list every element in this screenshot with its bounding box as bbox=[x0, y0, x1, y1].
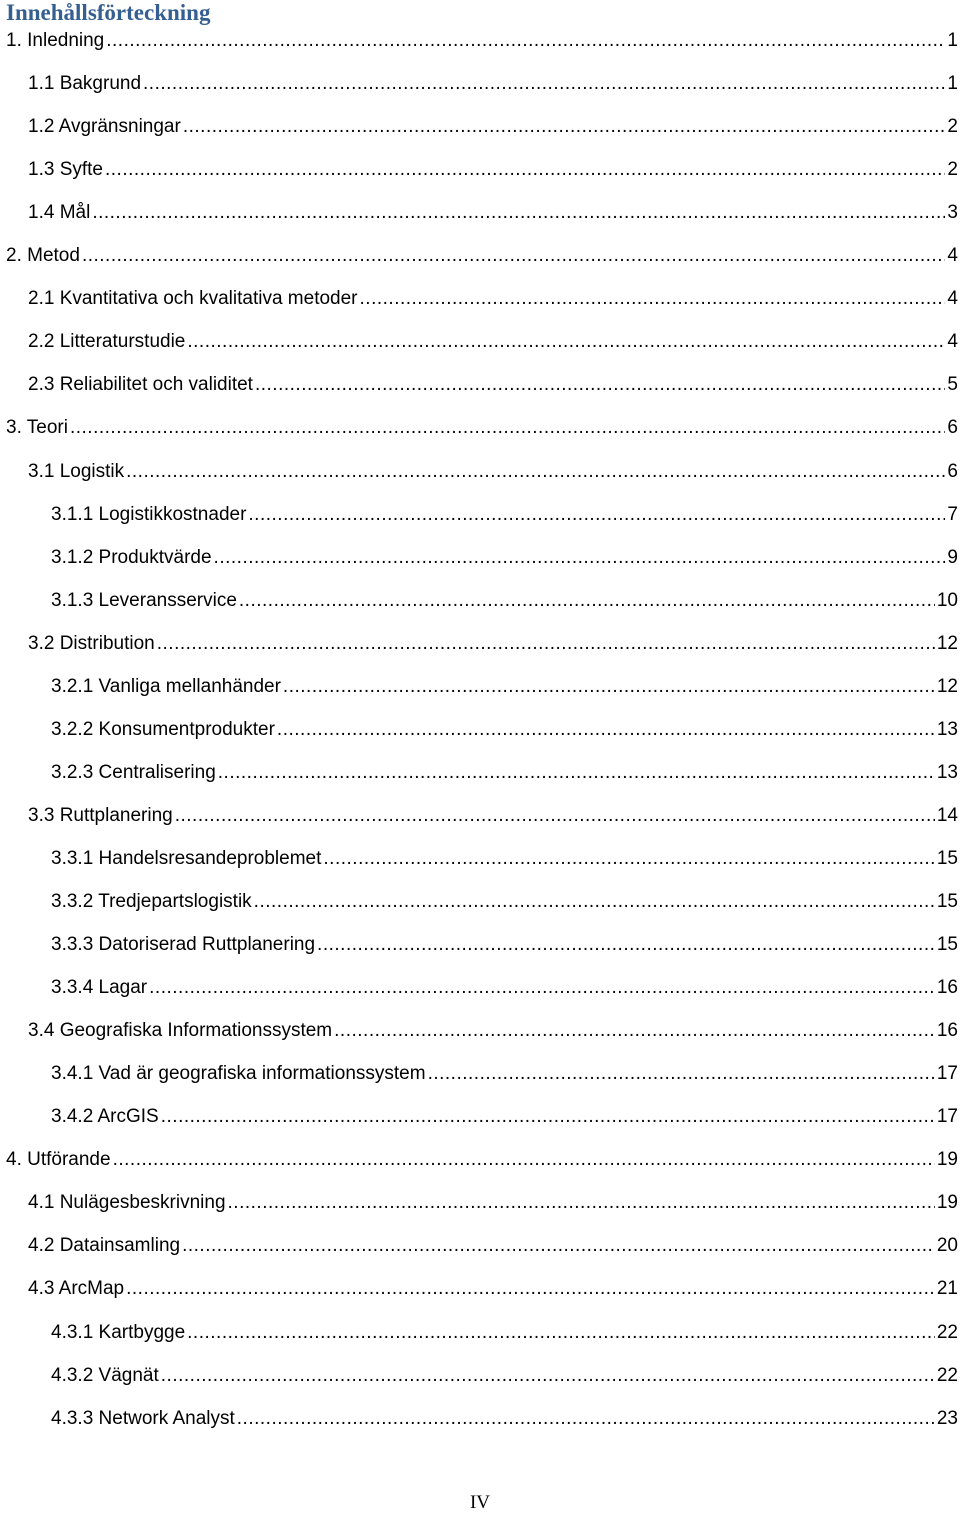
toc-entry-page: 4 bbox=[947, 245, 958, 267]
toc-entry[interactable] bbox=[51, 884, 958, 914]
toc-leader-dots bbox=[149, 976, 935, 1000]
toc-leader-dots bbox=[248, 503, 945, 527]
toc-entry-title: 3.3.1 Handelsresandeproblemet bbox=[51, 847, 322, 869]
toc-entry-page: 13 bbox=[936, 761, 958, 783]
toc-entry-title: 1.2 Avgränsningar bbox=[28, 116, 181, 138]
toc-entry[interactable] bbox=[51, 1099, 958, 1129]
toc-entry-title: 2.2 Litteraturstudie bbox=[28, 331, 186, 353]
toc-entry-page: 5 bbox=[947, 374, 958, 396]
toc-leader-dots bbox=[428, 1062, 935, 1086]
toc-entry[interactable] bbox=[28, 1013, 958, 1043]
toc-entry[interactable] bbox=[51, 540, 958, 570]
toc-entry-title: 4.3.1 Kartbygge bbox=[51, 1321, 186, 1343]
toc-entry-title: 4.3.2 Vägnät bbox=[51, 1364, 159, 1386]
toc-leader-dots bbox=[157, 632, 935, 656]
toc-entry-page: 12 bbox=[936, 675, 958, 697]
toc-entry[interactable] bbox=[51, 970, 958, 1000]
toc-entry[interactable] bbox=[51, 1401, 958, 1431]
toc-entry-page: 19 bbox=[936, 1149, 958, 1171]
toc-entry-title: 1.4 Mål bbox=[28, 202, 91, 224]
toc-entry-page: 4 bbox=[947, 331, 958, 353]
toc-leader-dots bbox=[143, 72, 945, 96]
toc-leader-dots bbox=[323, 847, 934, 871]
toc-leader-dots bbox=[161, 1364, 935, 1388]
toc-entry[interactable] bbox=[28, 454, 958, 484]
toc-heading: Innehållsförteckning bbox=[6, 0, 211, 25]
toc-leader-dots bbox=[277, 718, 935, 742]
toc-entry[interactable] bbox=[28, 195, 958, 225]
toc-entry-page: 4 bbox=[947, 288, 958, 310]
toc-entry-page: 10 bbox=[936, 589, 958, 611]
toc-entry-title: 4.2 Datainsamling bbox=[28, 1235, 181, 1257]
toc-entry-title: 4.3.3 Network Analyst bbox=[51, 1407, 235, 1429]
toc-entry-page: 16 bbox=[936, 977, 958, 999]
toc-entry[interactable] bbox=[51, 669, 958, 699]
toc-entry-page: 15 bbox=[936, 847, 958, 869]
toc-entry[interactable] bbox=[28, 367, 958, 397]
toc-entry[interactable] bbox=[51, 755, 958, 785]
toc-leader-dots bbox=[283, 675, 935, 699]
toc-leader-dots bbox=[214, 546, 946, 570]
toc-leader-dots bbox=[187, 330, 945, 354]
toc-entry-title: 1.3 Syfte bbox=[28, 159, 103, 181]
toc-leader-dots bbox=[183, 115, 946, 139]
toc-entry[interactable] bbox=[28, 798, 958, 828]
toc-entry[interactable] bbox=[51, 583, 958, 613]
toc-entry-page: 15 bbox=[936, 934, 958, 956]
toc-entry-title: 3.2.1 Vanliga mellanhänder bbox=[51, 675, 281, 697]
toc-entry[interactable] bbox=[28, 626, 958, 656]
toc-entry-title: 2. Metod bbox=[6, 245, 80, 267]
toc-entry-title: 3.1.1 Logistikkostnader bbox=[51, 503, 247, 525]
toc-entry-title: 3.4.1 Vad är geografiska informationssystem bbox=[51, 1063, 426, 1085]
toc-leader-dots bbox=[317, 933, 935, 957]
toc-entry-title: 1.1 Bakgrund bbox=[28, 73, 142, 95]
toc-entry[interactable] bbox=[28, 109, 958, 139]
toc-entry-title: 4.3 ArcMap bbox=[28, 1278, 125, 1300]
toc-entry-title: 3.1.3 Leveransservice bbox=[51, 589, 237, 611]
toc-leader-dots bbox=[228, 1191, 935, 1215]
toc-entry-title: 3.3.4 Lagar bbox=[51, 977, 148, 999]
toc-entry-page: 2 bbox=[947, 159, 958, 181]
toc-entry-title: 3.2.3 Centralisering bbox=[51, 761, 216, 783]
toc-entry-title: 2.3 Reliabilitet och validitet bbox=[28, 374, 253, 396]
toc-entry-page: 7 bbox=[947, 503, 958, 525]
toc-entry-page: 23 bbox=[936, 1407, 958, 1429]
toc-entry-page: 15 bbox=[936, 891, 958, 912]
toc-entry-page: 17 bbox=[936, 1106, 958, 1128]
toc-entry-page: 13 bbox=[936, 718, 958, 740]
toc-entry-title: 3.2 Distribution bbox=[28, 632, 155, 654]
toc-entry-title: 3.3.3 Datoriserad Ruttplanering bbox=[51, 934, 316, 956]
toc-entry-title: 3. Teori bbox=[6, 417, 68, 439]
toc-entry-page: 16 bbox=[936, 1020, 958, 1042]
toc-leader-dots bbox=[182, 1234, 935, 1258]
toc-entry-page: 19 bbox=[936, 1192, 958, 1214]
toc-leader-dots bbox=[255, 373, 945, 397]
toc-entry-title: 2.1 Kvantitativa och kvalitativa metoder bbox=[28, 288, 358, 310]
toc-entry-title: 3.3 Ruttplanering bbox=[28, 804, 173, 826]
toc-entry-page: 1 bbox=[947, 73, 958, 95]
toc-entry[interactable] bbox=[51, 1315, 958, 1345]
toc-leader-dots bbox=[82, 244, 945, 268]
toc-entry-page: 1 bbox=[947, 30, 958, 51]
toc-leader-dots bbox=[113, 1148, 935, 1172]
toc-entry[interactable] bbox=[6, 410, 958, 440]
toc-entry-page: 12 bbox=[936, 632, 958, 654]
toc-leader-dots bbox=[254, 890, 935, 914]
toc-entry-page: 6 bbox=[947, 417, 958, 439]
toc-entry[interactable] bbox=[28, 324, 958, 354]
toc-entry-title: 3.4.2 ArcGIS bbox=[51, 1106, 159, 1128]
toc-entry[interactable] bbox=[6, 238, 958, 268]
toc-leader-dots bbox=[126, 1277, 935, 1301]
toc-entry-title: 3.1 Logistik bbox=[28, 460, 125, 482]
toc-leader-dots bbox=[70, 416, 945, 440]
toc-entry[interactable] bbox=[28, 1271, 958, 1301]
toc-entry-title: 1. Inledning bbox=[6, 30, 105, 51]
toc-leader-dots bbox=[161, 1105, 935, 1129]
toc-entry[interactable] bbox=[51, 712, 958, 742]
toc-leader-dots bbox=[187, 1321, 935, 1345]
toc-entry[interactable] bbox=[28, 66, 958, 96]
toc-leader-dots bbox=[175, 804, 935, 828]
toc-entry-title: 3.4 Geografiska Informationssystem bbox=[28, 1020, 333, 1042]
toc-entry-title: 3.2.2 Konsumentprodukter bbox=[51, 718, 275, 740]
toc-entry-page: 21 bbox=[936, 1278, 958, 1300]
toc-entry-title: 3.3.2 Tredjepartslogistik bbox=[51, 891, 252, 912]
toc-entry[interactable] bbox=[6, 1142, 958, 1172]
toc-entry[interactable] bbox=[28, 152, 958, 182]
toc-entry-title: 4. Utförande bbox=[6, 1149, 111, 1171]
toc-leader-dots bbox=[218, 761, 935, 785]
toc-leader-dots bbox=[237, 1407, 935, 1431]
toc-leader-dots bbox=[106, 29, 945, 53]
toc-leader-dots bbox=[360, 287, 946, 311]
toc-entry-page: 22 bbox=[936, 1321, 958, 1343]
toc-entry[interactable] bbox=[51, 1358, 958, 1388]
toc-entry-page: 14 bbox=[936, 804, 958, 826]
toc-entry-page: 3 bbox=[947, 202, 958, 224]
toc-entry-page: 20 bbox=[936, 1235, 958, 1257]
toc-entry[interactable] bbox=[51, 927, 958, 957]
footer-page-number: IV bbox=[469, 1492, 491, 1513]
toc-entry-page: 22 bbox=[936, 1364, 958, 1386]
toc-entry[interactable] bbox=[28, 1228, 958, 1258]
toc-entry-page: 2 bbox=[947, 116, 958, 138]
toc-leader-dots bbox=[105, 158, 945, 182]
toc-leader-dots bbox=[334, 1019, 935, 1043]
toc-entry[interactable] bbox=[28, 1185, 958, 1215]
toc-entry-title: 3.1.2 Produktvärde bbox=[51, 546, 212, 568]
toc-entry[interactable] bbox=[28, 281, 958, 311]
toc-entry-title: 4.1 Nulägesbeskrivning bbox=[28, 1192, 226, 1214]
toc-entry[interactable] bbox=[51, 1056, 958, 1086]
toc-leader-dots bbox=[239, 589, 935, 613]
toc-entry[interactable] bbox=[6, 23, 958, 53]
toc-leader-dots bbox=[92, 201, 945, 225]
toc-entry-page: 6 bbox=[947, 460, 958, 482]
toc-entry-page: 17 bbox=[936, 1063, 958, 1085]
toc-leader-dots bbox=[126, 460, 945, 484]
toc-entry[interactable] bbox=[51, 841, 958, 871]
toc-entry[interactable] bbox=[51, 497, 958, 527]
toc-entry-page: 9 bbox=[947, 546, 958, 568]
